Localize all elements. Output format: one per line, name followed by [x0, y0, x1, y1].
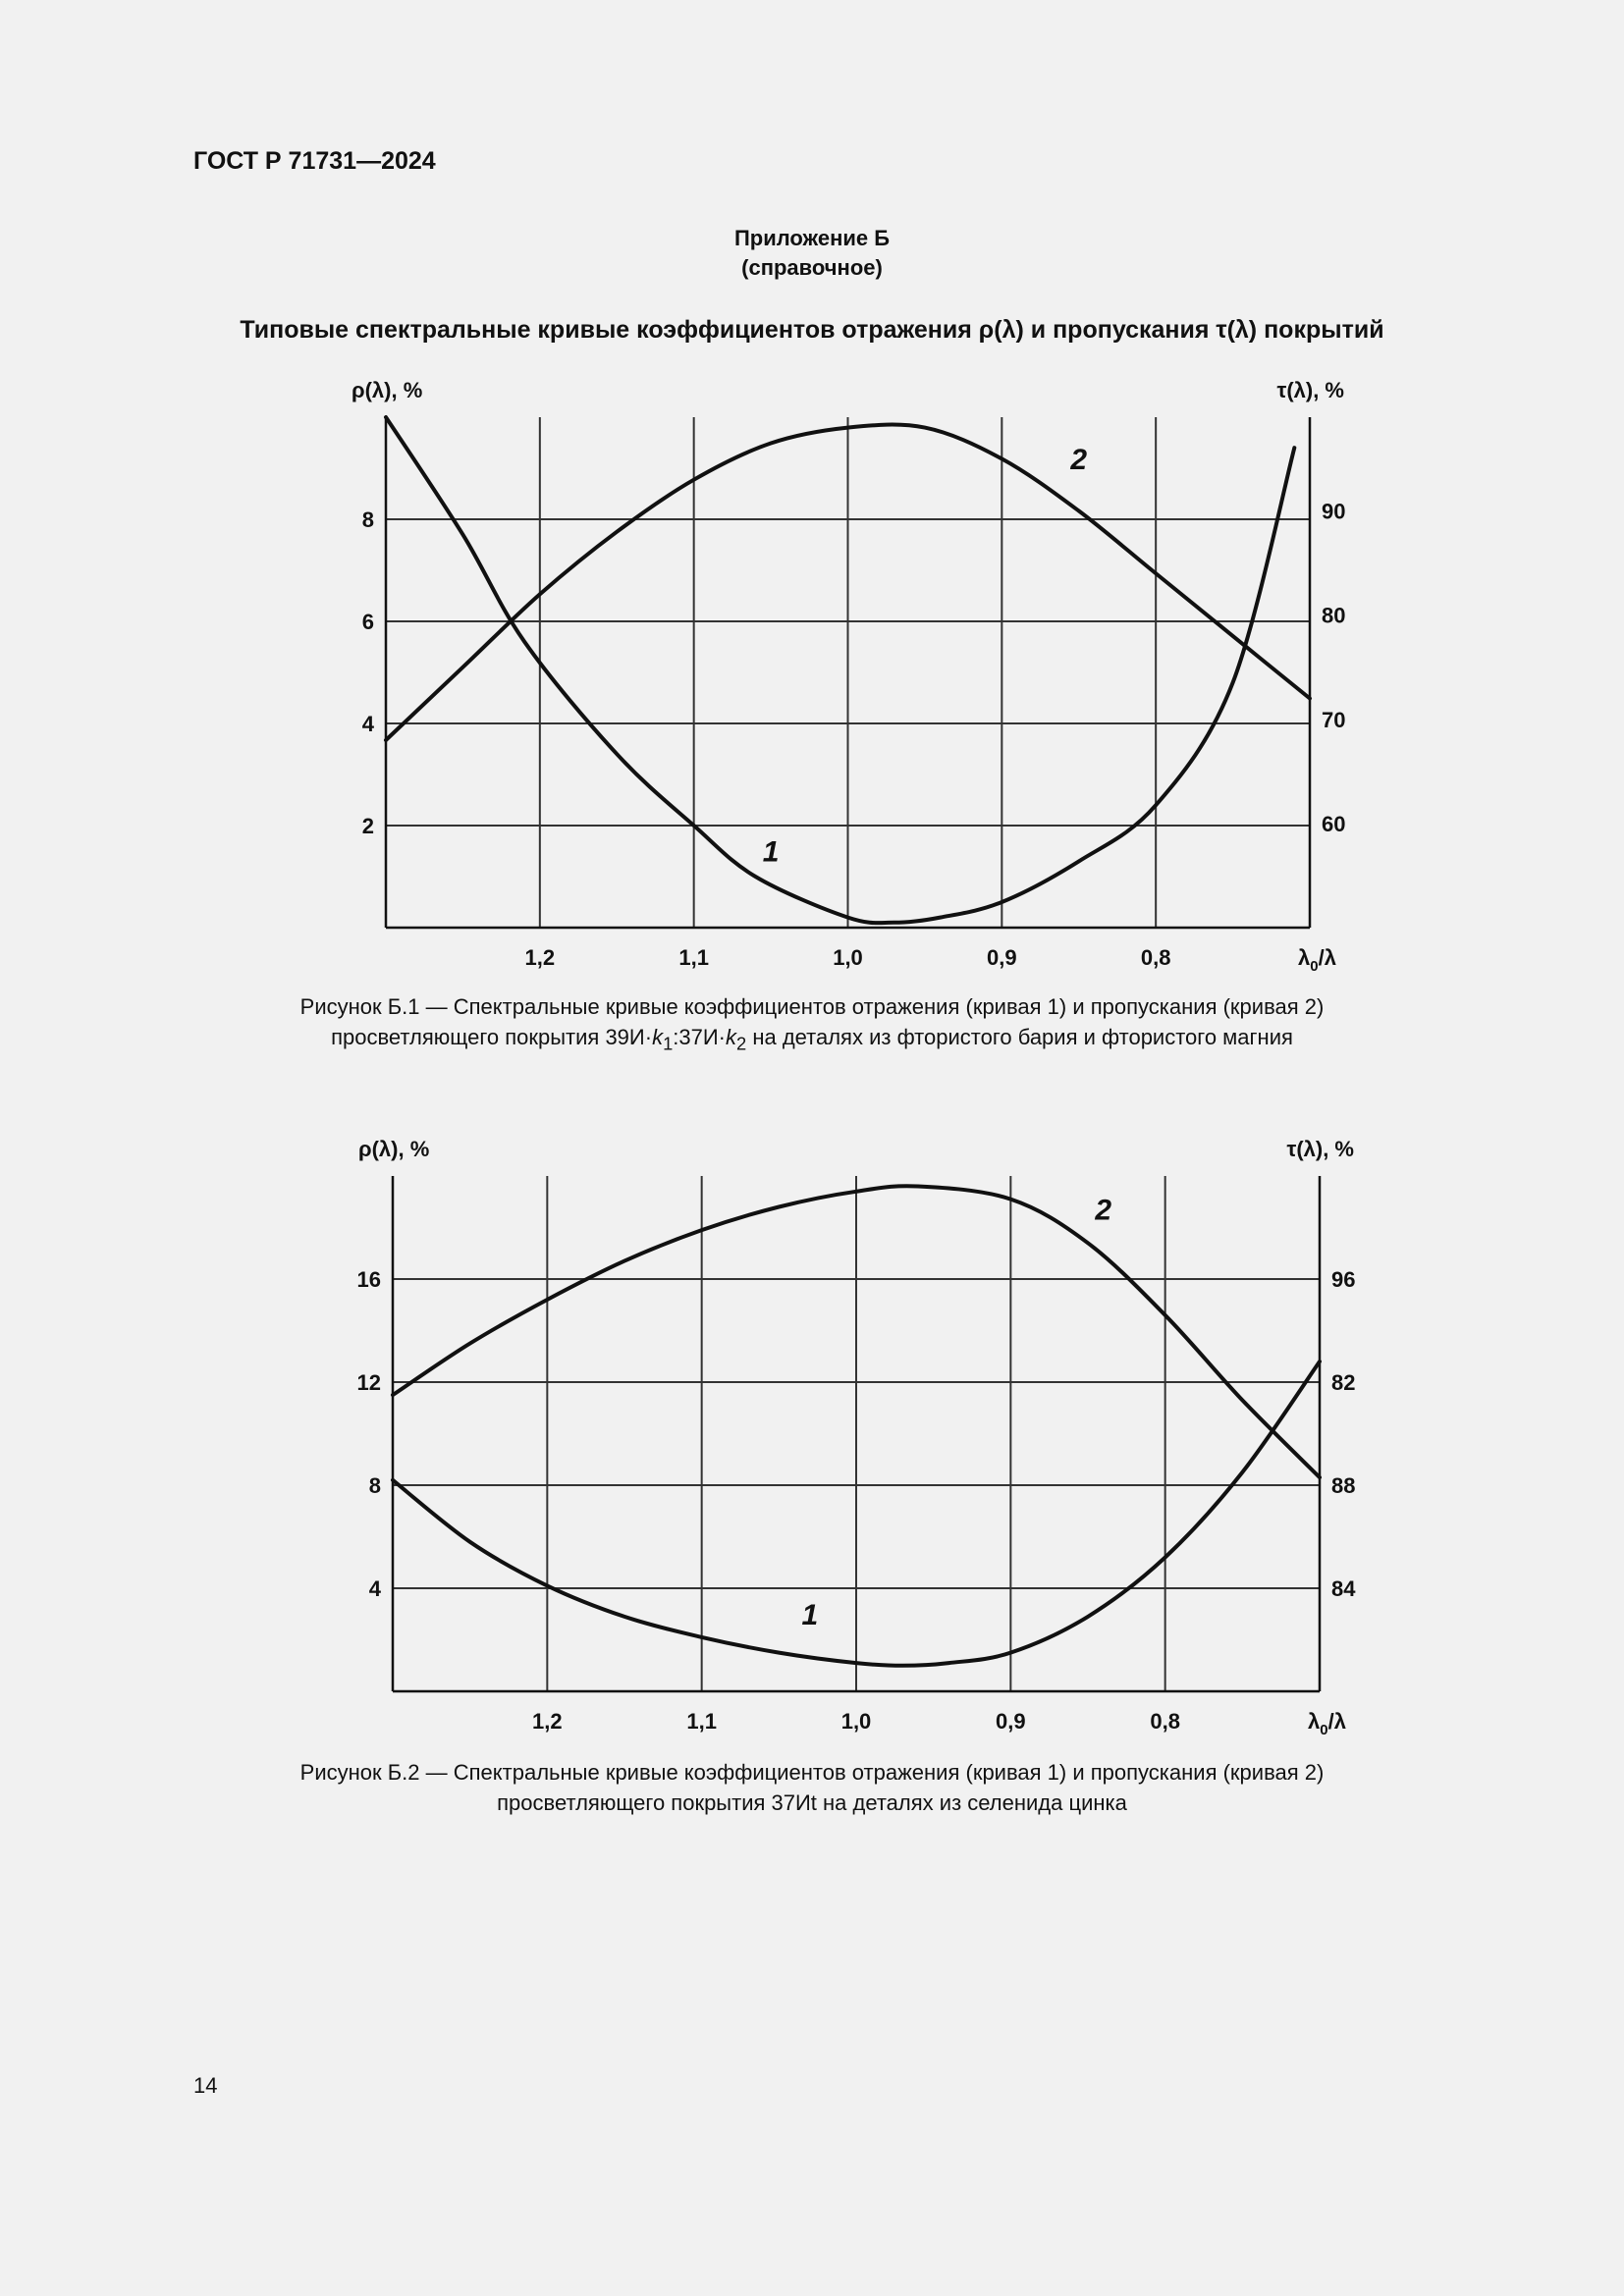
coef-k2: k — [726, 1025, 736, 1049]
caption-text-b: :37И· — [673, 1025, 726, 1049]
y-right-tick-label: 84 — [1331, 1576, 1356, 1601]
coef-k1-sub: 1 — [663, 1033, 674, 1054]
x-tick-label: 1,0 — [840, 1709, 872, 1734]
y-left-axis-title: ρ(λ), % — [358, 1137, 430, 1161]
x-tick-label: 0,8 — [1150, 1709, 1180, 1734]
curve-label-2: 2 — [1095, 1194, 1112, 1227]
y-left-tick-label: 8 — [361, 507, 374, 532]
caption-text-a: просветляющего покрытия 39И· — [331, 1025, 653, 1049]
curve-label-2: 2 — [1070, 444, 1088, 477]
y-left-tick-label: 12 — [356, 1370, 381, 1395]
x-tick-label: 1,2 — [524, 945, 556, 970]
figure-b2-caption — [0, 1757, 1624, 1818]
caption-text-c: на деталях из фтористого бария и фтористого магния — [746, 1025, 1293, 1049]
appendix-title: Приложение Б — [733, 226, 891, 250]
x-axis-title: $\lambda_0/\lambda$ — [1298, 945, 1336, 975]
y-right-tick-label: 70 — [1322, 707, 1346, 732]
y-right-tick-label: 60 — [1322, 811, 1346, 836]
y-left-tick-label: 8 — [368, 1473, 381, 1498]
y-left-tick-label: 6 — [361, 610, 374, 634]
figure-b1-caption — [0, 991, 1624, 1058]
figure-b1-caption-line1: Рисунок Б.1 — Спектральные кривые коэффициентов отражения (кривая 1) и пропускания (кривая 2) — [299, 994, 1325, 1019]
x-tick-label: 0,9 — [987, 945, 1017, 970]
x-tick-label: 1,2 — [532, 1709, 563, 1734]
y-right-tick-label: 96 — [1331, 1267, 1356, 1292]
y-right-tick-label: 88 — [1331, 1473, 1356, 1498]
document-code: ГОСТ Р 71731—2024 — [193, 147, 436, 175]
figure-b1-chart — [0, 0, 1624, 982]
y-left-axis-title: ρ(λ), % — [352, 378, 423, 402]
x-tick-label: 0,9 — [996, 1709, 1026, 1734]
y-left-tick-label: 4 — [368, 1576, 381, 1601]
y-right-tick-label: 90 — [1322, 499, 1346, 524]
curve-label-1: 1 — [762, 835, 780, 869]
coef-k1: k — [652, 1025, 664, 1049]
appendix-main-title: Типовые спектральные кривые коэффициентов отражения ρ(λ) и пропускания τ(λ) покрытий — [240, 316, 1384, 344]
series-curve-1 — [386, 417, 1294, 923]
y-left-tick-label: 2 — [361, 814, 374, 838]
figure-b1-caption-line2 — [0, 1022, 1624, 1058]
appendix-type: (справочное) — [741, 255, 883, 280]
y-right-tick-label: 82 — [1331, 1370, 1356, 1395]
figure-b2-caption-line1: Рисунок Б.2 — Спектральные кривые коэффициентов отражения (кривая 1) и пропускания (кривая 2) — [299, 1760, 1325, 1785]
figure-b2-caption-line2: просветляющего покрытия 37Иt на деталях из селенида цинка — [497, 1790, 1127, 1815]
x-tick-label: 1,1 — [678, 945, 709, 970]
curve-label-1: 1 — [801, 1598, 819, 1631]
y-right-axis-title: τ(λ), % — [1276, 378, 1344, 402]
y-right-axis-title: τ(λ), % — [1286, 1137, 1354, 1161]
x-tick-label: 1,1 — [686, 1709, 717, 1734]
x-tick-label: 0,8 — [1140, 945, 1171, 970]
x-tick-label: 1,0 — [833, 945, 863, 970]
page-number: 14 — [193, 2073, 218, 2098]
y-left-tick-label: 16 — [356, 1267, 381, 1292]
y-left-tick-label: 4 — [361, 712, 374, 736]
coef-k2-sub: 2 — [736, 1033, 747, 1054]
y-right-tick-label: 80 — [1322, 603, 1346, 628]
figure-b2-chart — [0, 1099, 1624, 1747]
x-axis-title: $\lambda_0/\lambda$ — [1308, 1709, 1346, 1738]
